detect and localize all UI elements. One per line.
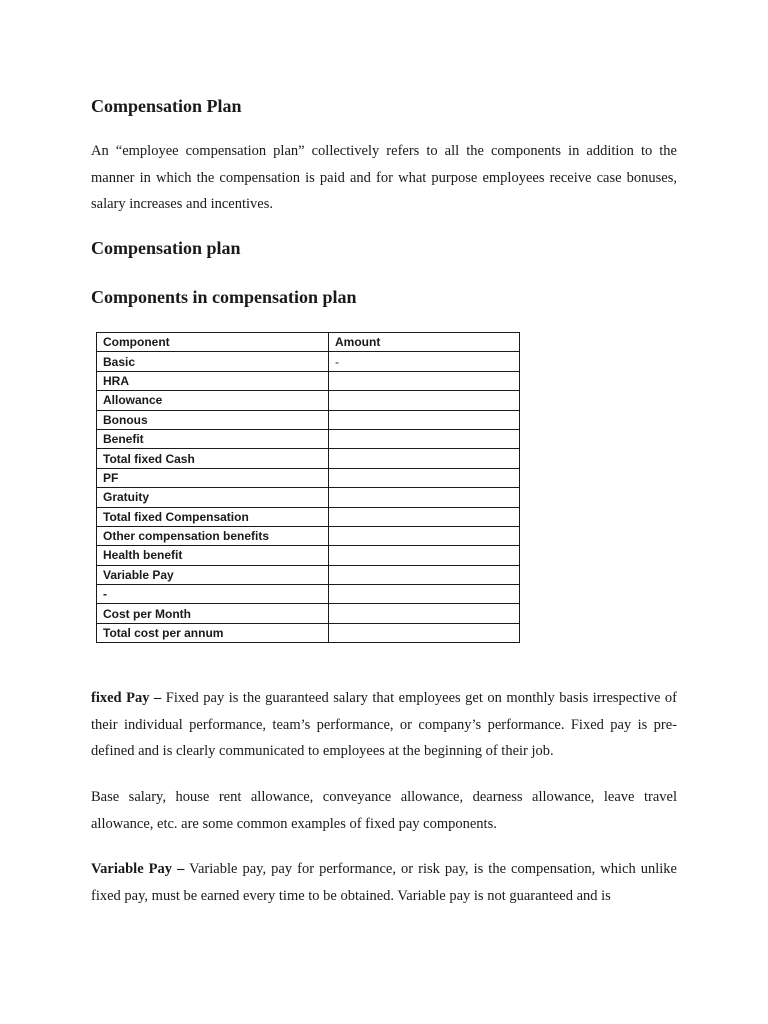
component-cell: Bonous [97, 410, 329, 429]
component-cell: Gratuity [97, 488, 329, 507]
table-row [97, 526, 520, 545]
variable-pay-term: Variable Pay – [91, 861, 185, 877]
component-cell: - [97, 585, 329, 604]
table-row [97, 604, 520, 623]
variable-pay-paragraph [91, 856, 677, 909]
component-cell: Basic [97, 352, 329, 371]
amount-cell [329, 546, 520, 565]
amount-cell [329, 507, 520, 526]
amount-cell [329, 623, 520, 642]
component-cell: Variable Pay [97, 565, 329, 584]
header-component: Component [97, 333, 329, 352]
intro-paragraph: An “employee compensation plan” collectively refers to all the components in addition to the manner in which the compensation is paid and for what purpose employees receive case bonuses, salary increases and incentives. [91, 143, 677, 212]
component-cell: Health benefit [97, 546, 329, 565]
fixed-pay-text: Fixed pay is the guaranteed salary that employees get on monthly basis irrespective of their individual performance, team’s performance, or company’s performance. Fixed pay is pre-defined and is clearly communicated to employees at the beginning of their job. [91, 690, 677, 759]
component-cell: Total fixed Compensation [97, 507, 329, 526]
component-cell: HRA [97, 371, 329, 390]
table-row [97, 623, 520, 642]
table-row [97, 565, 520, 584]
components-heading: Components in compensation plan [91, 287, 357, 307]
table-row [97, 507, 520, 526]
amount-cell [329, 526, 520, 545]
fixed-pay-paragraph [91, 685, 677, 765]
table-row [97, 546, 520, 565]
table-row [97, 468, 520, 487]
table-row [97, 488, 520, 507]
examples-paragraph: Base salary, house rent allowance, conveyance allowance, dearness allowance, leave travel allowance, etc. are some common examples of fixed pay components. [91, 789, 677, 832]
header-amount: Amount [329, 333, 520, 352]
component-cell: Total fixed Cash [97, 449, 329, 468]
component-cell: Benefit [97, 429, 329, 448]
component-cell: PF [97, 468, 329, 487]
table-row [97, 585, 520, 604]
page-title: Compensation Plan [91, 96, 242, 116]
fixed-pay-term: fixed Pay – [91, 690, 162, 706]
amount-cell: - [329, 352, 520, 371]
table-row [97, 429, 520, 448]
components-table [96, 332, 520, 643]
amount-cell [329, 429, 520, 448]
amount-cell [329, 371, 520, 390]
amount-cell [329, 565, 520, 584]
amount-cell [329, 585, 520, 604]
table-header-row [97, 333, 520, 352]
table-row [97, 352, 520, 371]
component-cell: Other compensation benefits [97, 526, 329, 545]
table-row [97, 391, 520, 410]
table-row [97, 410, 520, 429]
variable-pay-text: Variable pay, pay for performance, or risk pay, is the compensation, which unlike fixed pay, must be earned every time to be obtained. Variable pay is not guaranteed and is [91, 861, 677, 904]
amount-cell [329, 604, 520, 623]
table-row [97, 371, 520, 390]
component-cell: Allowance [97, 391, 329, 410]
amount-cell [329, 449, 520, 468]
component-cell: Cost per Month [97, 604, 329, 623]
component-cell: Total cost per annum [97, 623, 329, 642]
section-heading: Compensation plan [91, 238, 241, 258]
amount-cell [329, 410, 520, 429]
amount-cell [329, 488, 520, 507]
amount-cell [329, 468, 520, 487]
table-row [97, 449, 520, 468]
amount-cell [329, 391, 520, 410]
